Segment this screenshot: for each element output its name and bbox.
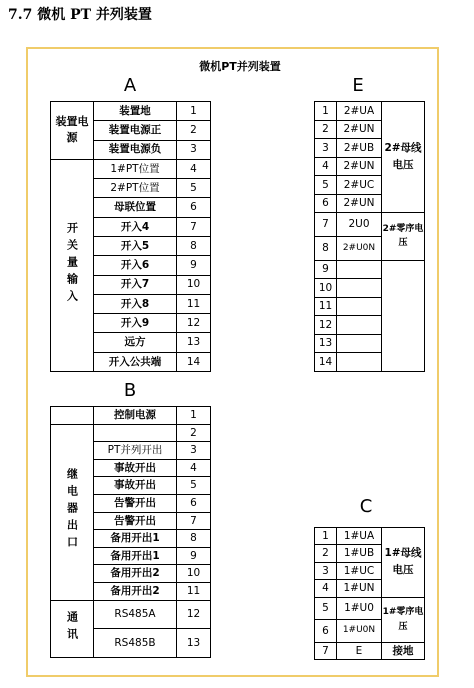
e-row-name [337, 316, 382, 335]
b-row-num: 10 [177, 565, 211, 583]
e-row-name [337, 334, 382, 353]
c-group-bus-voltage [382, 528, 425, 598]
e-row-num: 10 [315, 279, 337, 298]
c-row-name: E [337, 642, 382, 659]
e-group-zero-seq-label: 2#零序电压 [382, 224, 424, 249]
a-row-num: 4 [177, 159, 211, 178]
b-row-name: 备用开出2 [94, 582, 177, 600]
b-row-num: 6 [177, 494, 211, 512]
e-row-name: 2#U0N [337, 236, 382, 260]
e-row-num: 12 [315, 316, 337, 335]
e-row-num: 1 [315, 102, 337, 121]
a-row-num: 5 [177, 179, 211, 198]
b-group-relay-label: 继电器出口 [65, 468, 79, 554]
c-row-num: 3 [315, 562, 337, 579]
diagram-title: 微机PT并列装置 [199, 60, 281, 73]
e-row-name [337, 279, 382, 298]
a-group-power [51, 102, 94, 160]
b-row-num: 7 [177, 512, 211, 530]
c-group-bus-voltage-label: 1#母线电压 [384, 547, 422, 577]
c-row-num: 1 [315, 528, 337, 545]
a-row-name: 开入9 [94, 314, 177, 333]
b-row-name: 告警开出 [94, 494, 177, 512]
b-row-name: PT并列开出 [94, 442, 177, 460]
e-row-num: 7 [315, 213, 337, 237]
b-row-name: 备用开出2 [94, 565, 177, 583]
e-row-num: 6 [315, 194, 337, 213]
a-row-name: 开入4 [94, 217, 177, 236]
e-row-name [337, 297, 382, 316]
c-row-name: 1#UB [337, 545, 382, 562]
e-empty-block [382, 260, 425, 371]
b-group-relay-output [51, 424, 94, 600]
e-row-num: 2 [315, 120, 337, 139]
e-group-bus-voltage [382, 102, 425, 213]
a-row-name: 开入8 [94, 294, 177, 313]
e-row-name: 2#UN [337, 120, 382, 139]
b-row-name: RS485A [94, 600, 177, 629]
block-c-table [314, 527, 425, 660]
e-group-bus-voltage-label: 2#母线电压 [384, 142, 422, 171]
a-row-name: 开入公共端 [94, 352, 177, 371]
c-row-num: 5 [315, 597, 337, 620]
block-e-letter: E [352, 75, 364, 96]
c-row-num: 6 [315, 620, 337, 643]
b-row-num: 1 [177, 407, 211, 425]
a-row-name: 装置地 [94, 102, 177, 121]
b-row-num: 4 [177, 459, 211, 477]
e-row-num: 13 [315, 334, 337, 353]
a-row-num: 8 [177, 236, 211, 255]
c-row-num: 2 [315, 545, 337, 562]
c-row-name: 1#UC [337, 562, 382, 579]
a-row-num: 7 [177, 217, 211, 236]
b-row-num: 13 [177, 629, 211, 658]
e-row-name: 2#UA [337, 102, 382, 121]
b-row-name [94, 424, 177, 442]
block-c-letter: C [359, 496, 373, 517]
e-row-num: 9 [315, 260, 337, 279]
a-group-switch-label: 开关量输入 [65, 221, 79, 307]
b-row-num: 11 [177, 582, 211, 600]
a-row-num: 2 [177, 121, 211, 140]
b-row-num: 12 [177, 600, 211, 629]
b-row-name: RS485B [94, 629, 177, 658]
b-row-name: 告警开出 [94, 512, 177, 530]
c-row-name: 1#U0N [337, 620, 382, 643]
e-row-num: 3 [315, 139, 337, 158]
a-row-num: 12 [177, 314, 211, 333]
e-row-num: 14 [315, 353, 337, 372]
e-row-name: 2U0 [337, 213, 382, 237]
a-row-num: 10 [177, 275, 211, 294]
a-row-num: 1 [177, 102, 211, 121]
b-row-name: 备用开出1 [94, 547, 177, 565]
b-row-name: 控制电源 [94, 407, 177, 425]
e-row-name [337, 260, 382, 279]
a-row-num: 9 [177, 256, 211, 275]
a-row-name: 1#PT位置 [94, 159, 177, 178]
b-group-comm-label: 通讯 [65, 610, 79, 645]
section-heading: 7.7 微机 PT 并列装置 [8, 7, 152, 23]
e-row-name: 2#UB [337, 139, 382, 158]
a-group-switch-input [51, 159, 94, 371]
c-row-num: 4 [315, 580, 337, 597]
a-row-num: 13 [177, 333, 211, 352]
c-row-num: 7 [315, 642, 337, 659]
c-row-name: 1#UN [337, 580, 382, 597]
a-row-name: 开入6 [94, 256, 177, 275]
b-row-num: 9 [177, 547, 211, 565]
a-row-name: 装置电源正 [94, 121, 177, 140]
block-b-table [50, 406, 211, 658]
c-group-ground: 接地 [382, 642, 425, 659]
a-row-name: 装置电源负 [94, 140, 177, 159]
block-b-letter: B [123, 380, 137, 401]
b-row-num: 3 [177, 442, 211, 460]
e-row-num: 11 [315, 297, 337, 316]
block-a-table [50, 101, 211, 372]
a-row-name: 远方 [94, 333, 177, 352]
a-row-num: 6 [177, 198, 211, 217]
a-row-name: 开入5 [94, 236, 177, 255]
c-row-name: 1#U0 [337, 597, 382, 620]
b-row-num: 2 [177, 424, 211, 442]
b-row-name: 备用开出1 [94, 530, 177, 548]
b-row-name: 事故开出 [94, 459, 177, 477]
e-row-name: 2#UN [337, 194, 382, 213]
block-e-table [314, 101, 425, 372]
e-row-num: 8 [315, 236, 337, 260]
a-row-name: 开入7 [94, 275, 177, 294]
a-row-name: 2#PT位置 [94, 179, 177, 198]
b-row-num: 5 [177, 477, 211, 495]
block-a-letter: A [123, 75, 137, 96]
c-group-zero-seq-label: 1#零序电压 [382, 607, 424, 632]
b-row-num: 8 [177, 530, 211, 548]
b-group-empty [51, 407, 94, 425]
e-row-name [337, 353, 382, 372]
a-row-num: 14 [177, 352, 211, 371]
e-row-name: 2#UN [337, 157, 382, 176]
a-row-name: 母联位置 [94, 198, 177, 217]
b-row-name: 事故开出 [94, 477, 177, 495]
c-group-zero-seq [382, 597, 425, 642]
a-group-power-label: 装置电源 [55, 114, 89, 145]
e-group-zero-seq [382, 213, 425, 261]
e-row-num: 5 [315, 176, 337, 195]
c-row-name: 1#UA [337, 528, 382, 545]
e-row-num: 4 [315, 157, 337, 176]
e-row-name: 2#UC [337, 176, 382, 195]
b-group-comm [51, 600, 94, 657]
a-row-num: 3 [177, 140, 211, 159]
a-row-num: 11 [177, 294, 211, 313]
